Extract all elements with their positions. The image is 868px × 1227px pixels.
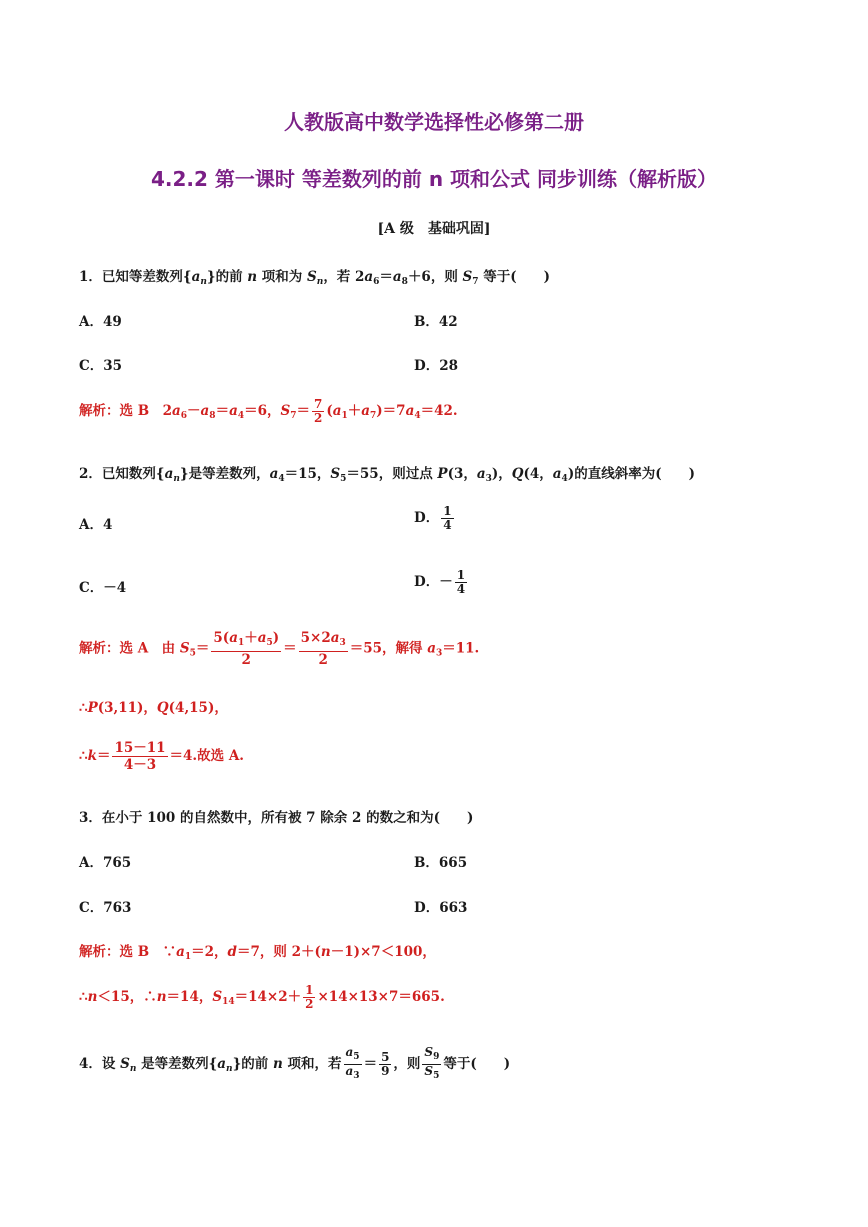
question-2: 2．已知数列$\{a_n\}$是等差数列，$a_4=15$，$S_5=55$，则过点 P(3，$a_3$)，Q(4，$a_4$)的直线斜率为( ) bbox=[79, 466, 695, 484]
q1-option-d: D．28 bbox=[414, 358, 458, 374]
q3-option-c: C．763 bbox=[79, 900, 132, 916]
q2-option-a: A．4 bbox=[79, 517, 113, 533]
q1-option-a: A．49 bbox=[79, 314, 122, 330]
q3-option-d: D．663 bbox=[414, 900, 468, 916]
q1-option-b: B．42 bbox=[414, 314, 458, 330]
q1-solution: 解析：选 B $2a_6-a_8=a_4=6$，$S_7=$ $\frac{7}{2}$ $(a_1+a_7)=7a_4=42$. bbox=[79, 397, 458, 425]
question-1: 1．已知等差数列$\{a_n\}$的前 n 项和为 $S_n$，若 $2a_6=a_8+6$，则 $S_7$ 等于( ) bbox=[79, 269, 551, 287]
solution-label: 解析：选 B bbox=[79, 403, 150, 419]
q1-option-c: C．35 bbox=[79, 358, 123, 374]
question-3 bbox=[79, 806, 473, 826]
lesson-title: 4.2.2 第一课时 等差数列的前 n 项和公式 同步训练（解析版） bbox=[151, 167, 717, 191]
solution-label: 解析：选 A bbox=[79, 640, 149, 657]
q3-solution-line-1: 解析：选 B $\because a_1=2$，d＝7，则 2＋(n－1)×7＜100， bbox=[79, 944, 436, 962]
q2-option-b: D． $\frac{1}{4}$ bbox=[414, 504, 452, 532]
q3-option-b: B．665 bbox=[414, 855, 468, 871]
q2-solution-line-1: 解析：选 A 由 $S_5=$ $\frac{5(a_1+a_5)}{2}$ ＝ $\frac{5\times 2a_3}{2}$ ＝55，解得 $a_3=11$. bbox=[79, 630, 480, 668]
q2-solution-line-3: ∴k＝ $\frac{15-11}{4-3}$ ＝4.故选 A. bbox=[79, 740, 244, 773]
book-title: 人教版高中数学选择性必修第二册 bbox=[284, 110, 584, 134]
solution-label: 解析：选 B bbox=[79, 944, 150, 960]
q3-solution-line-2: ∴n＜15，∴n＝14，$S_{14}=14\times 2+$ $\frac{1}{2}$ ×14×13×7＝665. bbox=[79, 983, 445, 1011]
level-heading: [A 级 基础巩固] bbox=[377, 221, 491, 237]
q2-option-c: C．－4 bbox=[79, 580, 127, 596]
q2-solution-line-2: ∴P(3,11)，Q(4,15)， bbox=[79, 700, 228, 716]
question-number: 3． bbox=[79, 810, 102, 826]
question-number: 2． bbox=[79, 466, 102, 482]
question-stem: 在小于 100 的自然数中，所有被 7 除余 2 的数之和为( ) bbox=[101, 810, 474, 826]
question-number: 4． bbox=[79, 1056, 102, 1072]
q2-option-d: D．－ $\frac{1}{4}$ bbox=[414, 568, 466, 596]
question-4: 4．设 $S_n$ 是等差数列$\{a_n\}$的前 n 项和，若 $\frac{a_5}{a_3}$ ＝ $\frac{5}{9}$ ，则 $\frac{S_9}{S_5}$ 等于( ) bbox=[79, 1045, 511, 1081]
question-number: 1． bbox=[79, 269, 102, 285]
q3-option-a: A．765 bbox=[79, 855, 132, 871]
